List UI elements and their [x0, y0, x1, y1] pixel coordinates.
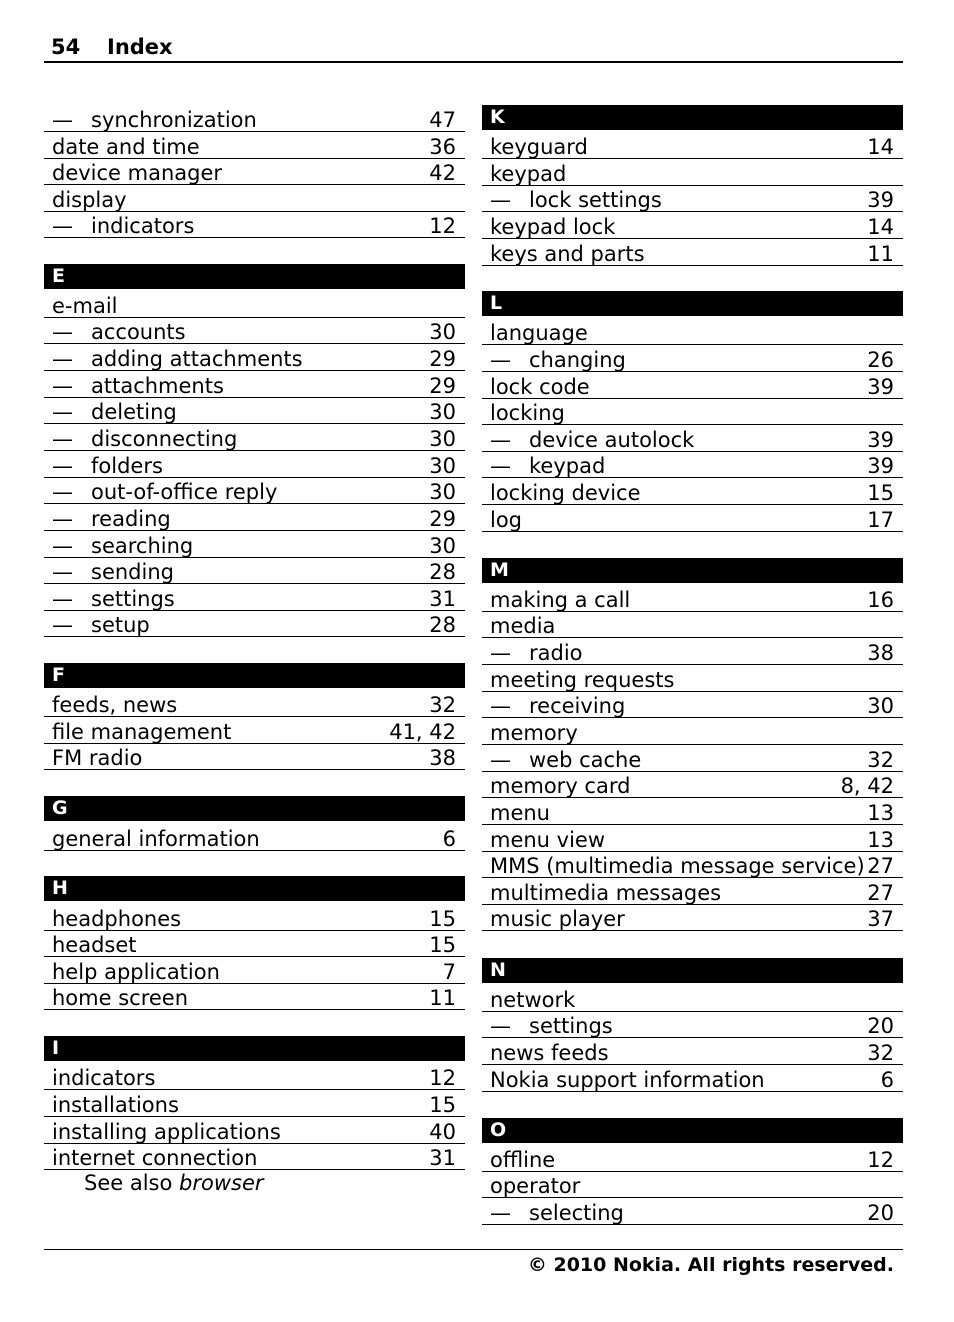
letter-label: E [52, 265, 65, 287]
entry-page-numbers: 29 [429, 347, 456, 371]
index-subentry [44, 478, 465, 504]
entry-page-numbers: 41, 42 [389, 720, 456, 744]
entry-term: changing [529, 348, 626, 372]
entry-page-numbers: 16 [867, 588, 894, 612]
entry-term: keyguard [490, 135, 588, 159]
index-subentry [44, 372, 465, 398]
entry-term: feeds, news [52, 693, 178, 717]
index-entry [482, 772, 903, 798]
entry-page-numbers: 31 [429, 1146, 456, 1170]
index-entry [482, 133, 903, 159]
entry-term: settings [529, 1014, 613, 1038]
entry-page-numbers: 30 [429, 400, 456, 424]
entry-term: help application [52, 960, 220, 984]
index-entry [482, 160, 903, 186]
see-also-note [84, 1170, 264, 1196]
entry-term: display [52, 188, 127, 212]
subentry-dash: — [52, 427, 73, 451]
entry-page-numbers: 20 [867, 1014, 894, 1038]
index-entry [482, 852, 903, 878]
entry-term: date and time [52, 135, 200, 159]
subentry-dash: — [490, 694, 511, 718]
entry-page-numbers: 27 [867, 854, 894, 878]
index-letter-heading [44, 796, 465, 821]
subentry-dash: — [52, 587, 73, 611]
entry-term: indicators [52, 1066, 156, 1090]
subentry-dash: — [52, 454, 73, 478]
subentry-dash: — [490, 188, 511, 212]
index-letter-heading [482, 1118, 903, 1143]
entry-term: setup [91, 613, 150, 637]
entry-term: receiving [529, 694, 626, 718]
index-entry [482, 1172, 903, 1198]
index-entry [482, 1146, 903, 1172]
entry-term: adding attachments [91, 347, 303, 371]
entry-page-numbers: 36 [429, 135, 456, 159]
index-entry [482, 319, 903, 345]
entry-term: internet connection [52, 1146, 258, 1170]
index-subentry [482, 746, 903, 772]
see-also-target: browser [179, 1171, 264, 1195]
entry-term: making a call [490, 588, 631, 612]
letter-label: L [490, 292, 503, 314]
index-entry [44, 958, 465, 984]
index-subentry [44, 505, 465, 531]
entry-term: headphones [52, 907, 182, 931]
letter-label: O [490, 1119, 507, 1141]
page-header [44, 34, 903, 63]
entry-term: locking device [490, 481, 641, 505]
entry-page-numbers: 37 [867, 907, 894, 931]
entry-page-numbers: 42 [429, 161, 456, 185]
entry-page-numbers: 38 [867, 641, 894, 665]
entry-term: locking [490, 401, 565, 425]
subentry-dash: — [490, 1014, 511, 1038]
entry-page-numbers: 14 [867, 215, 894, 239]
index-entry [482, 213, 903, 239]
subentry-dash: — [52, 374, 73, 398]
entry-page-numbers: 28 [429, 613, 456, 637]
entry-page-numbers: 32 [867, 748, 894, 772]
entry-term: FM radio [52, 746, 143, 770]
entry-term: memory [490, 721, 578, 745]
index-entry [482, 1039, 903, 1065]
entry-page-numbers: 12 [429, 214, 456, 238]
index-subentry [482, 426, 903, 452]
entry-term: folders [91, 454, 163, 478]
subentry-dash: — [490, 641, 511, 665]
index-subentry [482, 346, 903, 372]
index-entry [482, 986, 903, 1012]
entry-page-numbers: 39 [867, 454, 894, 478]
entry-term: searching [91, 534, 194, 558]
entry-term: selecting [529, 1201, 624, 1225]
entry-term: media [490, 614, 556, 638]
entry-page-numbers: 15 [429, 907, 456, 931]
entry-page-numbers: 38 [429, 746, 456, 770]
index-subentry [44, 425, 465, 451]
entry-term: log [490, 508, 523, 532]
entry-term: general information [52, 827, 260, 851]
entry-term: device autolock [529, 428, 695, 452]
index-entry [44, 1064, 465, 1090]
index-letter-heading [44, 264, 465, 289]
subentry-dash: — [490, 1201, 511, 1225]
subentry-dash: — [490, 348, 511, 372]
index-subentry [482, 692, 903, 718]
index-subentry [482, 1199, 903, 1225]
letter-label: M [490, 559, 509, 581]
entry-term: sending [91, 560, 174, 584]
entry-page-numbers: 30 [429, 480, 456, 504]
entry-page-numbers: 40 [429, 1120, 456, 1144]
entry-term: lock settings [529, 188, 662, 212]
entry-page-numbers: 8, 42 [840, 774, 894, 798]
index-entry [482, 719, 903, 745]
entry-page-numbers: 6 [442, 827, 456, 851]
entry-page-numbers: 47 [429, 108, 456, 132]
entry-term: web cache [529, 748, 642, 772]
subentry-dash: — [52, 560, 73, 584]
letter-label: N [490, 959, 506, 981]
index-entry [482, 1066, 903, 1092]
entry-page-numbers: 26 [867, 348, 894, 372]
index-letter-heading [44, 663, 465, 688]
entry-term: offline [490, 1148, 556, 1172]
index-entry [44, 931, 465, 957]
letter-label: H [52, 877, 68, 899]
index-entry [482, 479, 903, 505]
index-subentry [44, 558, 465, 584]
entry-term: settings [91, 587, 175, 611]
entry-page-numbers: 30 [429, 427, 456, 451]
index-letter-heading [44, 1036, 465, 1061]
index-entry [44, 691, 465, 717]
entry-page-numbers: 30 [429, 534, 456, 558]
entry-term: file management [52, 720, 232, 744]
index-entry [44, 744, 465, 770]
index-entry [482, 506, 903, 532]
entry-page-numbers: 39 [867, 188, 894, 212]
subentry-dash: — [52, 214, 73, 238]
index-entry [44, 718, 465, 744]
index-entry [44, 905, 465, 931]
index-subentry [482, 1012, 903, 1038]
entry-term: meeting requests [490, 668, 675, 692]
entry-term: out-of-office reply [91, 480, 278, 504]
entry-term: disconnecting [91, 427, 238, 451]
subentry-dash: — [490, 454, 511, 478]
entry-page-numbers: 30 [867, 694, 894, 718]
index-entry [44, 1144, 465, 1170]
index-entry [482, 399, 903, 425]
entry-page-numbers: 14 [867, 135, 894, 159]
index-letter-heading [482, 558, 903, 583]
index-letter-heading [482, 958, 903, 983]
index-entry [44, 1118, 465, 1144]
entry-page-numbers: 11 [429, 986, 456, 1010]
letter-label: F [52, 664, 65, 686]
subentry-dash: — [52, 320, 73, 344]
entry-page-numbers: 12 [429, 1066, 456, 1090]
subentry-dash: — [490, 748, 511, 772]
index-entry [44, 159, 465, 185]
index-subentry [44, 611, 465, 637]
entry-term: menu view [490, 828, 606, 852]
index-subentry [482, 186, 903, 212]
entry-page-numbers: 11 [867, 242, 894, 266]
entry-page-numbers: 28 [429, 560, 456, 584]
entry-term: multimedia messages [490, 881, 722, 905]
entry-term: Nokia support information [490, 1068, 765, 1092]
letter-label: G [52, 797, 68, 819]
subentry-dash: — [52, 507, 73, 531]
see-also-prefix: See also [84, 1171, 180, 1195]
entry-term: installing applications [52, 1120, 281, 1144]
index-subentry [44, 345, 465, 371]
entry-term: deleting [91, 400, 177, 424]
index-entry [482, 905, 903, 931]
entry-page-numbers: 15 [867, 481, 894, 505]
index-entry [44, 292, 465, 318]
entry-page-numbers: 32 [429, 693, 456, 717]
index-subentry [482, 639, 903, 665]
index-subentry [44, 452, 465, 478]
index-entry [482, 586, 903, 612]
index-letter-heading [482, 291, 903, 316]
entry-term: synchronization [91, 108, 257, 132]
entry-page-numbers: 29 [429, 374, 456, 398]
entry-term: e-mail [52, 294, 118, 318]
entry-term: news feeds [490, 1041, 609, 1065]
entry-term: keys and parts [490, 242, 645, 266]
subentry-dash: — [52, 347, 73, 371]
entry-page-numbers: 12 [867, 1148, 894, 1172]
index-entry [44, 825, 465, 851]
entry-page-numbers: 39 [867, 428, 894, 452]
entry-page-numbers: 7 [442, 960, 456, 984]
entry-term: language [490, 321, 588, 345]
index-subentry [44, 106, 465, 132]
entry-term: memory card [490, 774, 631, 798]
index-entry [482, 879, 903, 905]
letter-label: K [490, 106, 505, 128]
subentry-dash: — [52, 534, 73, 558]
index-entry [482, 799, 903, 825]
page-title: Index [107, 35, 173, 59]
index-entry [482, 666, 903, 692]
page-number: 54 [51, 35, 81, 59]
footer-divider [44, 1249, 903, 1250]
entry-term: headset [52, 933, 137, 957]
letter-label: I [52, 1037, 60, 1059]
subentry-dash: — [490, 428, 511, 452]
entry-term: radio [529, 641, 583, 665]
entry-page-numbers: 17 [867, 508, 894, 532]
entry-page-numbers: 13 [867, 801, 894, 825]
index-subentry [44, 212, 465, 238]
index-subentry [44, 318, 465, 344]
entry-page-numbers: 27 [867, 881, 894, 905]
entry-term: menu [490, 801, 550, 825]
index-entry [482, 612, 903, 638]
entry-term: device manager [52, 161, 223, 185]
index-entry [482, 373, 903, 399]
entry-page-numbers: 15 [429, 1093, 456, 1117]
entry-term: installations [52, 1093, 179, 1117]
entry-term: reading [91, 507, 171, 531]
entry-page-numbers: 6 [880, 1068, 894, 1092]
entry-page-numbers: 20 [867, 1201, 894, 1225]
entry-term: accounts [91, 320, 186, 344]
entry-page-numbers: 13 [867, 828, 894, 852]
entry-page-numbers: 29 [429, 507, 456, 531]
entry-term: music player [490, 907, 625, 931]
index-letter-heading [482, 105, 903, 130]
entry-term: keypad [490, 162, 567, 186]
index-subentry [44, 585, 465, 611]
index-letter-heading [44, 876, 465, 901]
index-entry [44, 984, 465, 1010]
entry-page-numbers: 39 [867, 375, 894, 399]
entry-page-numbers: 32 [867, 1041, 894, 1065]
index-entry [44, 1091, 465, 1117]
index-subentry [44, 532, 465, 558]
entry-term: network [490, 988, 576, 1012]
index-entry [44, 133, 465, 159]
subentry-dash: — [52, 108, 73, 132]
index-subentry [44, 398, 465, 424]
subentry-dash: — [52, 400, 73, 424]
subentry-dash: — [52, 480, 73, 504]
entry-term: lock code [490, 375, 590, 399]
entry-term: indicators [91, 214, 195, 238]
index-entry [482, 826, 903, 852]
subentry-dash: — [52, 613, 73, 637]
entry-page-numbers: 30 [429, 454, 456, 478]
entry-term: MMS (multimedia message service) [490, 854, 865, 878]
entry-term: attachments [91, 374, 224, 398]
index-entry [482, 240, 903, 266]
index-entry [44, 186, 465, 212]
index-subentry [482, 452, 903, 478]
entry-page-numbers: 30 [429, 320, 456, 344]
copyright-notice: © 2010 Nokia. All rights reserved. [527, 1254, 894, 1276]
entry-page-numbers: 15 [429, 933, 456, 957]
entry-term: keypad lock [490, 215, 616, 239]
entry-page-numbers: 31 [429, 587, 456, 611]
entry-term: operator [490, 1174, 581, 1198]
entry-term: home screen [52, 986, 189, 1010]
entry-term: keypad [529, 454, 606, 478]
